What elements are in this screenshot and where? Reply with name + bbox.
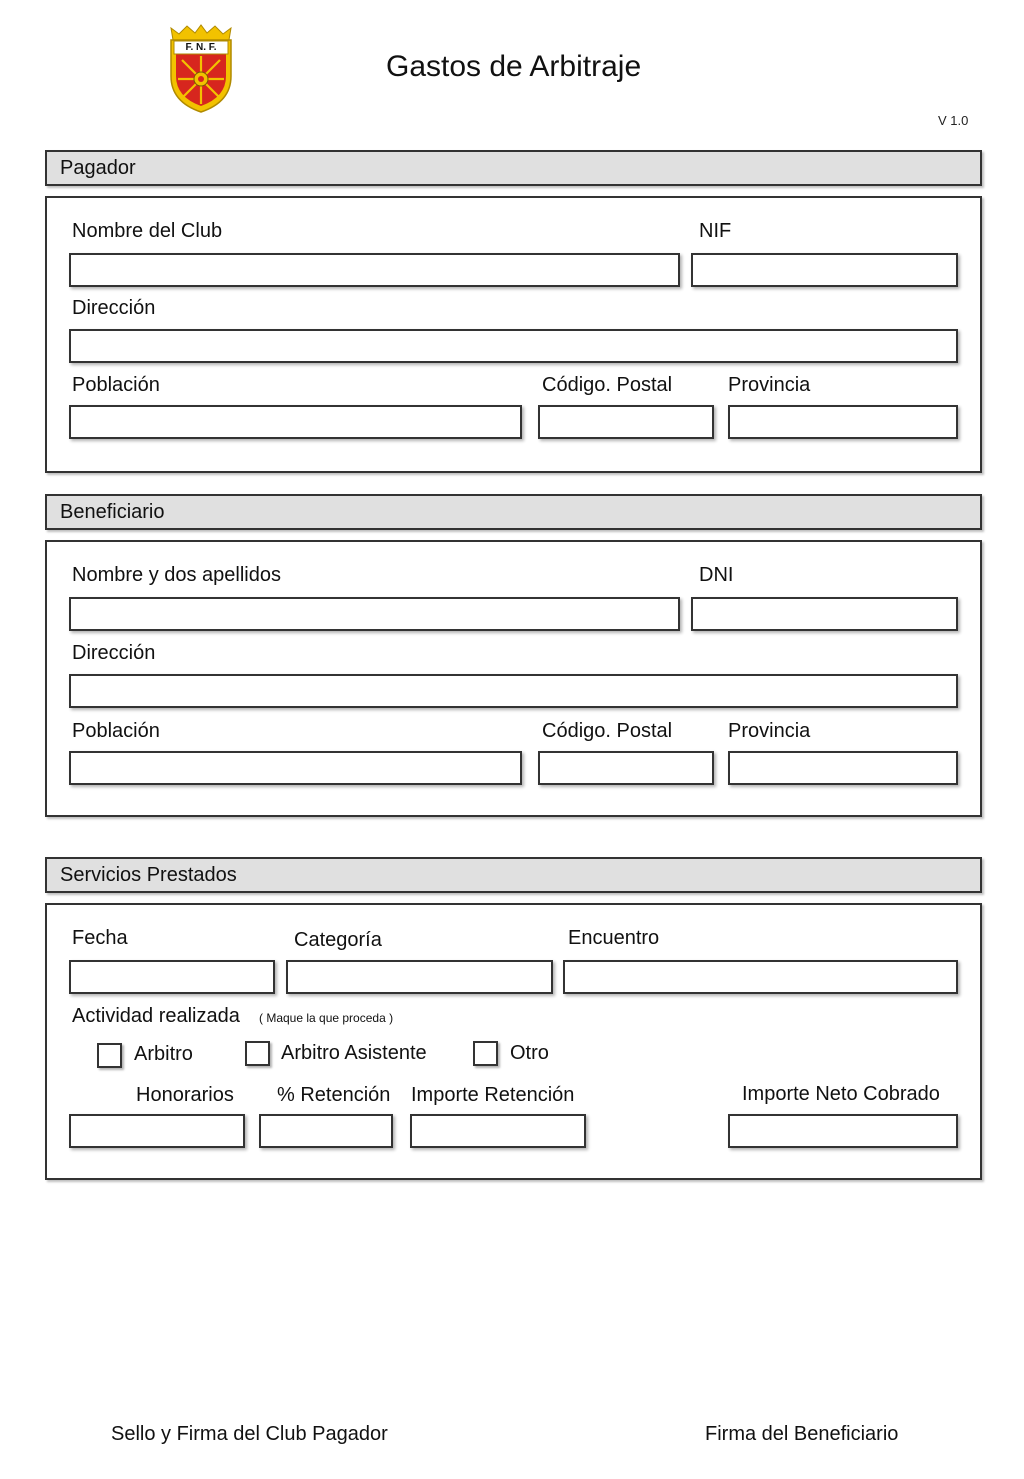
fees-label: Honorarios [136,1084,234,1106]
arbitro-asistente-checkbox[interactable] [245,1041,270,1066]
pagador-address-field[interactable] [69,329,958,363]
match-label: Encuentro [568,927,660,949]
page-title: Gastos de Arbitraje [386,50,642,83]
beneficiario-header [45,494,982,530]
date-field[interactable] [69,960,275,994]
shield-emblem-icon [165,24,237,114]
retention-amount-field[interactable] [410,1114,586,1148]
beneficiario-title: Beneficiario [60,501,165,523]
pagador-city-label: Población [72,374,160,396]
pagador-city-field[interactable] [69,405,522,439]
activity-note: ( Maque la que proceda ) [259,1011,394,1025]
pagador-postal-label: Código. Postal [542,374,673,396]
retention-percent-label: % Retención [277,1084,391,1106]
pagador-title: Pagador [60,157,136,179]
activity-label: Actividad realizada [72,1005,240,1027]
otro-option-label: Otro [510,1042,549,1064]
dni-field[interactable] [691,597,958,631]
beneficiary-address-label: Dirección [72,642,156,664]
club-signature-label: Sello y Firma del Club Pagador [111,1423,388,1445]
beneficiary-province-field[interactable] [728,751,958,785]
beneficiary-name-label: Nombre y dos apellidos [72,564,281,586]
club-name-label: Nombre del Club [72,220,223,242]
servicios-header [45,857,982,893]
fnf-logo [165,24,237,114]
net-amount-label: Importe Neto Cobrado [742,1083,940,1105]
beneficiary-name-field[interactable] [69,597,680,631]
beneficiary-postal-field[interactable] [538,751,714,785]
retention-amount-label: Importe Retención [411,1084,575,1106]
retention-percent-field[interactable] [259,1114,393,1148]
beneficiary-address-field[interactable] [69,674,958,708]
category-field[interactable] [286,960,553,994]
fees-field[interactable] [69,1114,245,1148]
beneficiary-province-label: Provincia [728,720,811,742]
version-label: V 1.0 [938,113,969,128]
match-field[interactable] [563,960,958,994]
club-name-field[interactable] [69,253,680,287]
pagador-province-label: Provincia [728,374,811,396]
pagador-address-label: Dirección [72,297,156,319]
arbitro-checkbox[interactable] [97,1043,122,1068]
otro-checkbox[interactable] [473,1041,498,1066]
beneficiary-postal-label: Código. Postal [542,720,673,742]
nif-label: NIF [699,220,732,242]
date-label: Fecha [72,927,128,949]
beneficiary-signature-label: Firma del Beneficiario [705,1423,899,1445]
arbitro-asistente-option-label: Arbitro Asistente [281,1042,427,1064]
pagador-header [45,150,982,186]
net-amount-field[interactable] [728,1114,958,1148]
beneficiary-city-label: Población [72,720,160,742]
servicios-title: Servicios Prestados [60,864,237,886]
logo-text: F. N. F. [185,42,217,53]
pagador-postal-field[interactable] [538,405,714,439]
category-label: Categoría [294,929,382,951]
pagador-province-field[interactable] [728,405,958,439]
nif-field[interactable] [691,253,958,287]
arbitro-option-label: Arbitro [134,1043,193,1065]
beneficiary-city-field[interactable] [69,751,522,785]
dni-label: DNI [699,564,734,586]
